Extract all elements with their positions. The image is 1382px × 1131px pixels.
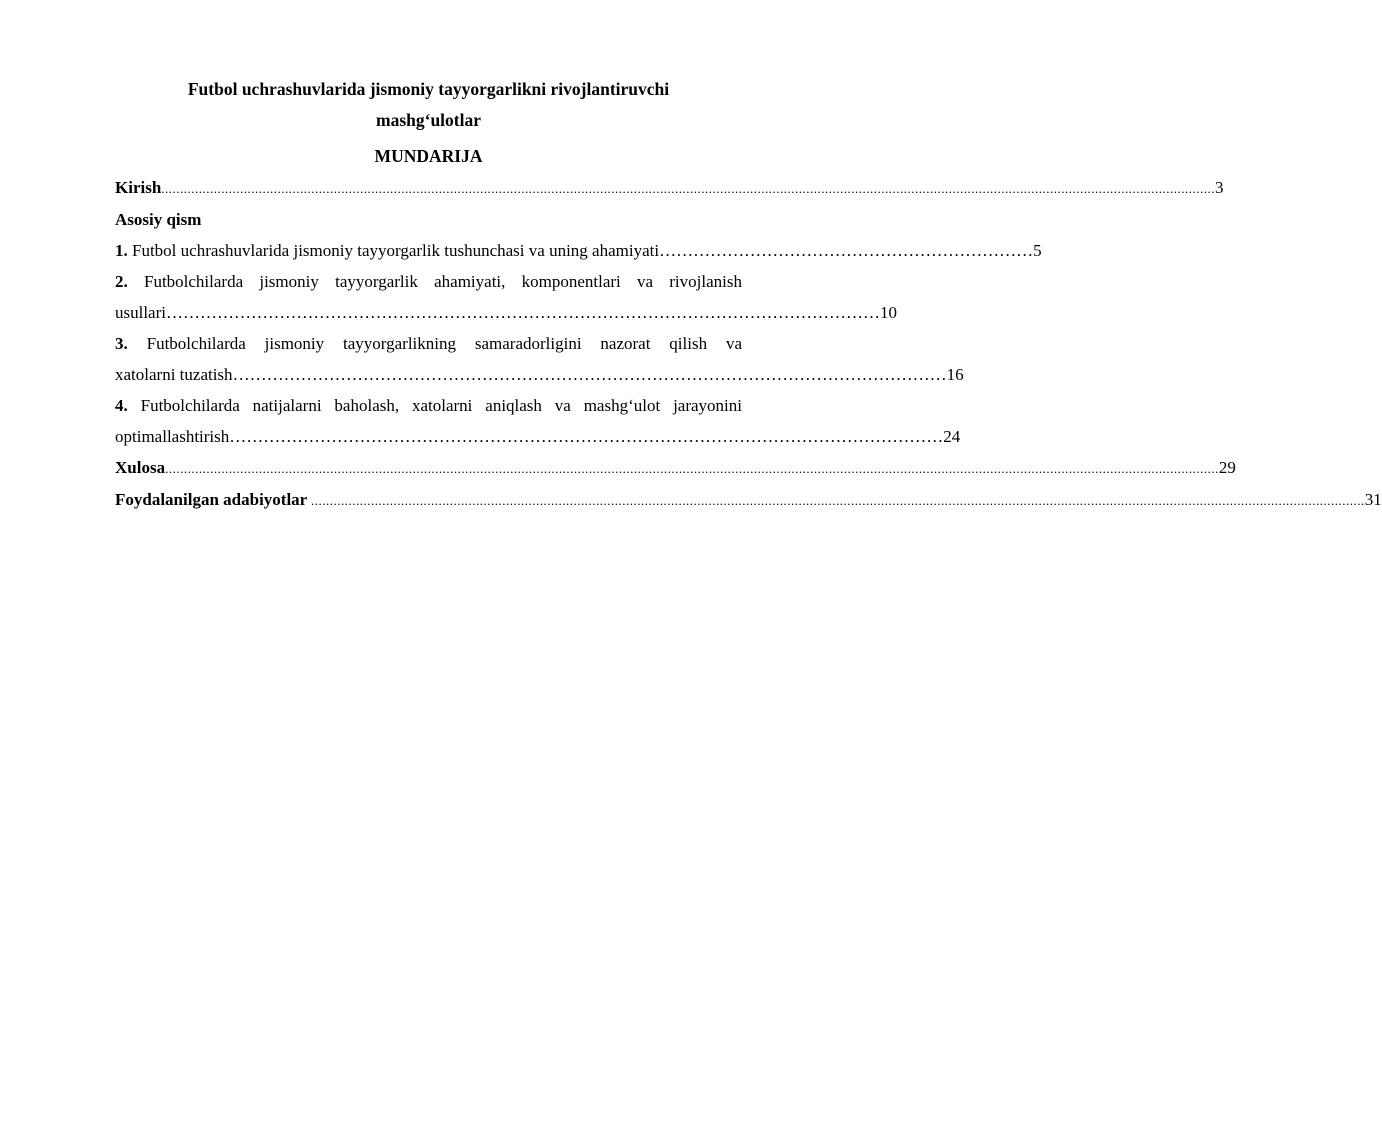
toc-entry-chapter-3-line-2 <box>115 359 964 390</box>
dot-leader: ......................................................................................................................................................................................................................................................................................... <box>161 181 1216 196</box>
document-title-line-2: mashg‘ulotlar <box>376 110 481 130</box>
toc-entry-chapter-4-line-2 <box>115 421 961 452</box>
toc-entry-references-page: 31 <box>1364 490 1382 509</box>
toc-entry-chapter-2-page: 10 <box>880 303 897 322</box>
dot-leader: ......................................................................................................................................................................................................................................................................................... <box>165 461 1219 476</box>
toc-entry-chapter-1-page: 5 <box>1033 241 1042 260</box>
toc-entry-intro <box>115 172 1224 204</box>
chapter-3-title: Futbolchilarda jismoniy tayyorgarlikning samaradorligini nazorat qilish va <box>146 334 743 353</box>
chapter-2-title: Futbolchilarda jismoniy tayyorgarlik ahamiyati, komponentlari va rivojlanish <box>143 272 742 291</box>
toc-entry-chapter-4-line-1 <box>115 390 742 421</box>
toc-heading: MUNDARIJA <box>374 146 483 166</box>
chapter-1-number: 1. <box>115 241 128 260</box>
toc-entry-chapter-1-text <box>115 235 659 266</box>
toc-entry-conclusion-label: Xulosa <box>115 458 166 477</box>
chapter-2-number: 2. <box>115 272 128 291</box>
toc-entry-conclusion-page: 29 <box>1218 458 1236 477</box>
chapter-2-title-continued: usullari <box>115 303 166 322</box>
dot-leader: ……………………………………………………………………………………………………………… <box>166 303 880 322</box>
chapter-3-title-continued: xatolarni tuzatish <box>115 365 233 384</box>
dot-leader: ………………………………………………………… <box>659 241 1034 260</box>
chapter-4-title-continued: optimallashtirish <box>115 427 230 446</box>
chapter-1-title: Futbol uchrashuvlarida jismoniy tayyorgarlik tushunchasi va uning ahamiyati <box>132 241 660 260</box>
dot-leader: ……………………………………………………………………………………………………………… <box>232 365 947 384</box>
chapter-4-title: Futbolchilarda natijalarni baholash, xatolarni aniqlash va mashg‘ulot jarayonini <box>140 396 742 415</box>
dot-leader: ......................................................................................................................................................................................................................................................................................... <box>307 493 1365 508</box>
toc-content <box>115 74 1382 516</box>
toc-entry-chapter-4-page: 24 <box>943 427 961 446</box>
toc-entry-chapter-3-line-1 <box>115 328 742 359</box>
toc-entry-references-label: Foydalanilgan adabiyotlar <box>115 490 308 509</box>
toc-entry-chapter-2-line-1 <box>115 266 742 297</box>
main-part-heading: Asosiy qism <box>115 210 202 229</box>
toc-entry-conclusion <box>115 452 1236 484</box>
toc-entry-references <box>115 484 1382 516</box>
toc-entry-intro-page: 3 <box>1215 178 1224 197</box>
toc-entry-chapter-1 <box>115 235 1042 266</box>
toc-entry-chapter-2-line-2 <box>115 297 897 328</box>
toc-entry-chapter-3-page: 16 <box>946 365 964 384</box>
chapter-3-number: 3. <box>115 334 128 353</box>
chapter-4-number: 4. <box>115 396 128 415</box>
document-title-line-1: Futbol uchrashuvlarida jismoniy tayyorgarlikni rivojlantiruvchi <box>187 79 670 99</box>
toc-entry-intro-label: Kirish <box>115 178 162 197</box>
dot-leader: ……………………………………………………………………………………………………………… <box>229 427 944 446</box>
